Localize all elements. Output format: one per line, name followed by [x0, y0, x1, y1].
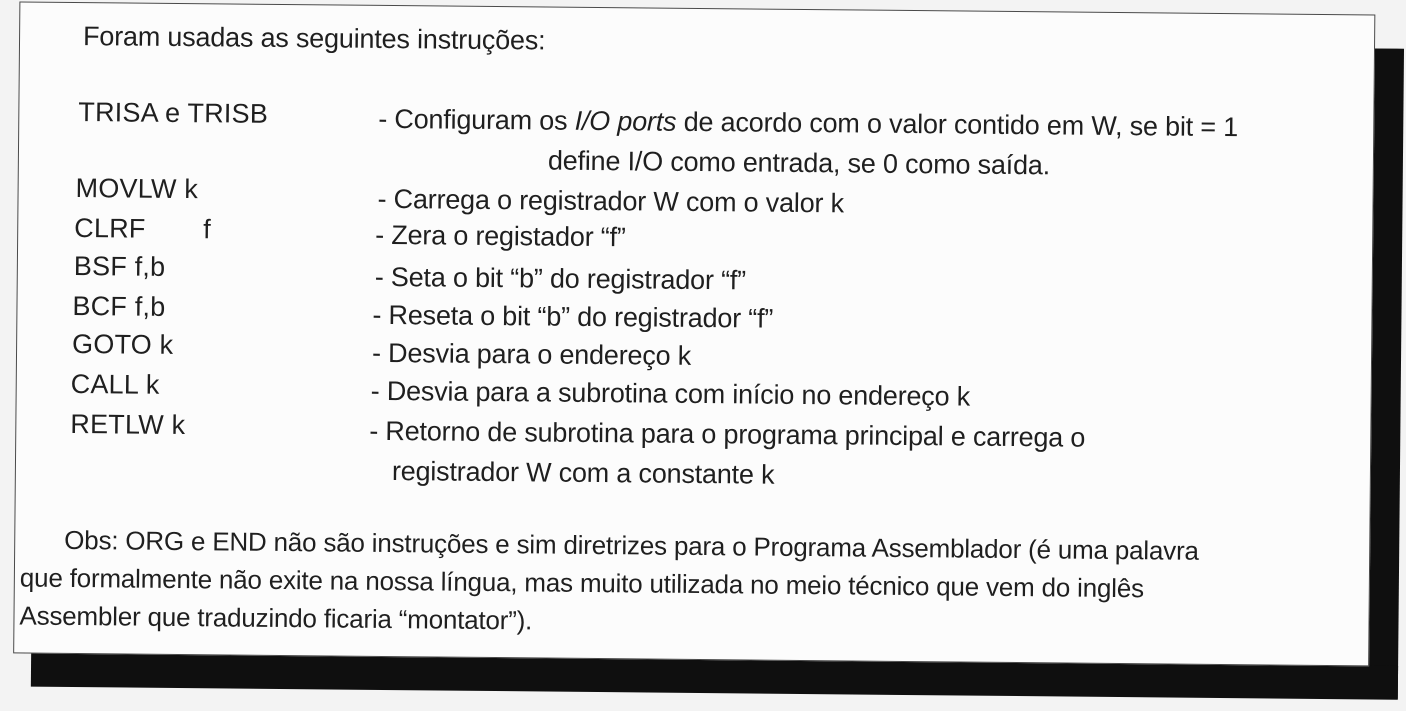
- mnemonic-retlw: RETLW k: [70, 408, 186, 441]
- mnemonic-bsf: BSF f,b: [73, 250, 166, 282]
- obs-line-3: Assembler que traduzindo ficaria “montator”).: [19, 600, 533, 636]
- obs-line-2: que formalmente não exite na nossa língua, mas muito utilizada no meio técnico que vem do inglês: [19, 562, 1144, 604]
- desc-bsf: - Seta o bit “b” do registrador “f”: [374, 261, 747, 296]
- desc-call: - Desvia para a subrotina com início no endereço k: [370, 375, 971, 412]
- desc-retlw: - Retorno de subrotina para o programa principal e carrega o: [369, 415, 1086, 453]
- mnemonic-bcf: BCF f,b: [72, 290, 166, 322]
- mnemonic-movlw: MOVLW k: [75, 172, 199, 205]
- desc-goto: - Desvia para o endereço k: [371, 337, 692, 371]
- desc-movlw: - Carrega o registrador W com o valor k: [377, 183, 845, 219]
- operand-clrf: f: [203, 214, 212, 245]
- mnemonic-trisa-trisb: TRISA e TRISB: [78, 97, 269, 129]
- desc-trisa-trisb-cont: define I/O como entrada, se 0 como saída.: [547, 145, 1051, 181]
- desc-trisa-prefix: - Configuram os: [378, 103, 575, 136]
- desc-retlw-cont: registrador W com a constante k: [391, 456, 775, 490]
- desc-bcf: - Reseta o bit “b” do registrador “f”: [372, 299, 774, 334]
- mnemonic-goto: GOTO k: [71, 328, 174, 360]
- desc-trisa-suffix: de acordo com o valor contido em W, se bit = 1: [676, 106, 1239, 143]
- desc-clrf: - Zera o registador “f”: [375, 219, 626, 253]
- obs-line-1: Obs: ORG e END não são instruções e sim diretrizes para o Programa Assemblador (é uma palavra: [64, 524, 1199, 566]
- mnemonic-call: CALL k: [70, 368, 160, 400]
- intro-text: Foram usadas as seguintes instruções:: [82, 21, 546, 56]
- mnemonic-clrf: CLRF: [74, 212, 146, 244]
- desc-trisa-io-ports: I/O ports: [574, 105, 677, 137]
